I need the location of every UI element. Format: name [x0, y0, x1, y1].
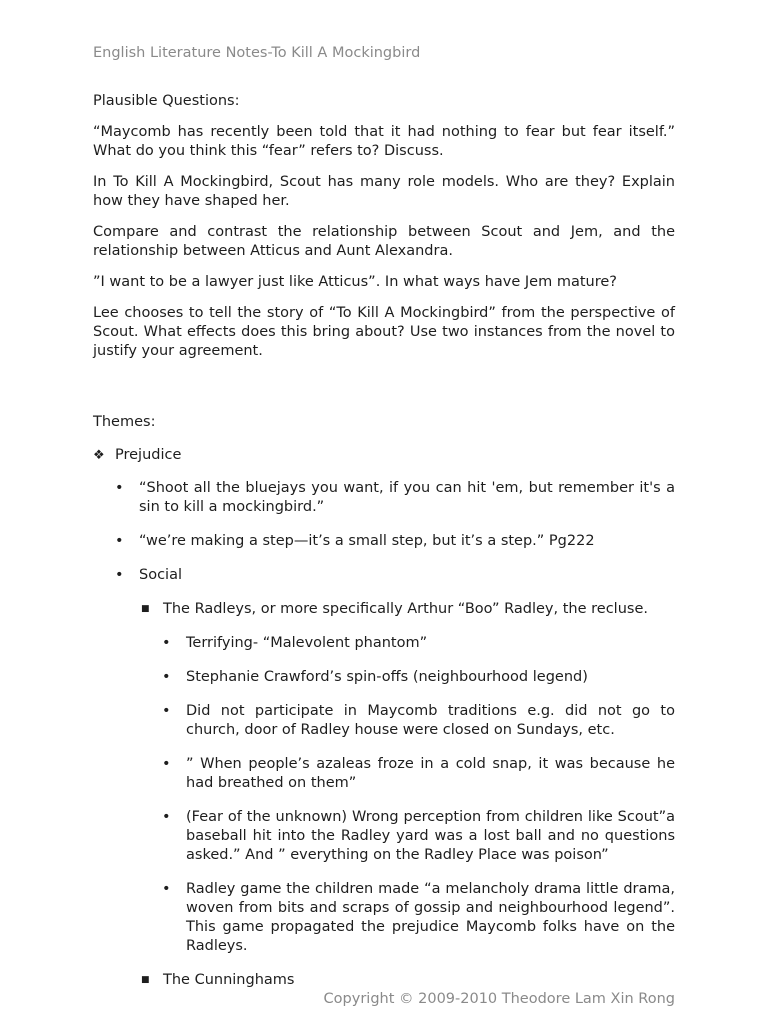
radley-point: Terrifying- “Malevolent phantom” — [186, 635, 428, 651]
radley-point: ” When people’s azaleas froze in a cold snap, it was because he had breathed on them” — [186, 756, 675, 791]
list-item — [93, 880, 675, 956]
round-bullet-icon: • — [115, 567, 124, 583]
radley-point: Stephanie Crawford’s spin-offs (neighbourhood legend) — [186, 669, 588, 685]
question-3: Compare and contrast the relationship between Scout and Jem, and the relationship between Atticus and Aunt Alexandra. — [93, 224, 675, 259]
round-bullet-icon: • — [162, 669, 171, 685]
section-spacer — [93, 373, 675, 413]
list-item — [93, 808, 675, 865]
list-item — [93, 755, 675, 793]
list-item — [93, 668, 675, 687]
round-bullet-icon: • — [162, 809, 171, 825]
question-1: “Maycomb has recently been told that it had nothing to fear but fear itself.” What do you think this “fear” refers to? Discuss. — [93, 124, 675, 159]
radleys-label: The Radleys, or more specifically Arthur “Boo” Radley, the recluse. — [163, 601, 648, 617]
list-item — [93, 971, 675, 990]
radley-point: Radley game the children made “a melancholy drama little drama, woven from bits and scraps of gossip and neighbourhood legend”. This game propagated the prejudice Maycomb folks have on the Radleys. — [186, 881, 675, 954]
themes-heading: Themes: — [93, 414, 156, 430]
quote-step: “we’re making a step—it’s a small step, but it’s a step.” Pg222 — [139, 533, 595, 549]
theme-prejudice — [93, 446, 675, 465]
theme-label: Prejudice — [115, 447, 182, 463]
list-item — [93, 566, 675, 585]
square-bullet-icon: ■ — [141, 604, 150, 614]
cunninghams-label: The Cunninghams — [163, 972, 295, 988]
question-2: In To Kill A Mockingbird, Scout has many role models. Who are they? Explain how they have shaped her. — [93, 174, 675, 209]
page-header: English Literature Notes-To Kill A Mockingbird — [93, 45, 421, 61]
list-item — [93, 532, 675, 551]
diamond-bullet-icon: ❖ — [93, 448, 105, 463]
question-5: Lee chooses to tell the story of “To Kill A Mockingbird” from the perspective of Scout. What effects does this bring about? Use two instances from the novel to justify your agreement. — [93, 305, 675, 359]
round-bullet-icon: • — [115, 533, 124, 549]
questions-heading: Plausible Questions: — [93, 93, 240, 109]
list-item — [93, 479, 675, 517]
list-item — [93, 600, 675, 619]
round-bullet-icon: • — [162, 881, 171, 897]
round-bullet-icon: • — [162, 703, 171, 719]
round-bullet-icon: • — [162, 635, 171, 651]
round-bullet-icon: • — [115, 480, 124, 496]
question-4: ”I want to be a lawyer just like Atticus”. In what ways have Jem mature? — [93, 274, 617, 290]
document-body — [93, 92, 675, 1005]
social-label: Social — [139, 567, 182, 583]
list-item — [93, 634, 675, 653]
page-footer: Copyright © 2009-2010 Theodore Lam Xin Rong — [323, 991, 675, 1007]
radley-point: Did not participate in Maycomb traditions e.g. did not go to church, door of Radley house were closed on Sundays, etc. — [186, 703, 675, 738]
round-bullet-icon: • — [162, 756, 171, 772]
radley-point: (Fear of the unknown) Wrong perception from children like Scout”a baseball hit into the Radley yard was a lost ball and no questions asked.” And ” everything on the Radley Place was poison” — [186, 809, 675, 863]
square-bullet-icon: ■ — [141, 975, 150, 985]
quote-mockingbird: “Shoot all the bluejays you want, if you can hit 'em, but remember it's a sin to kill a mockingbird.” — [139, 480, 675, 515]
list-item — [93, 702, 675, 740]
